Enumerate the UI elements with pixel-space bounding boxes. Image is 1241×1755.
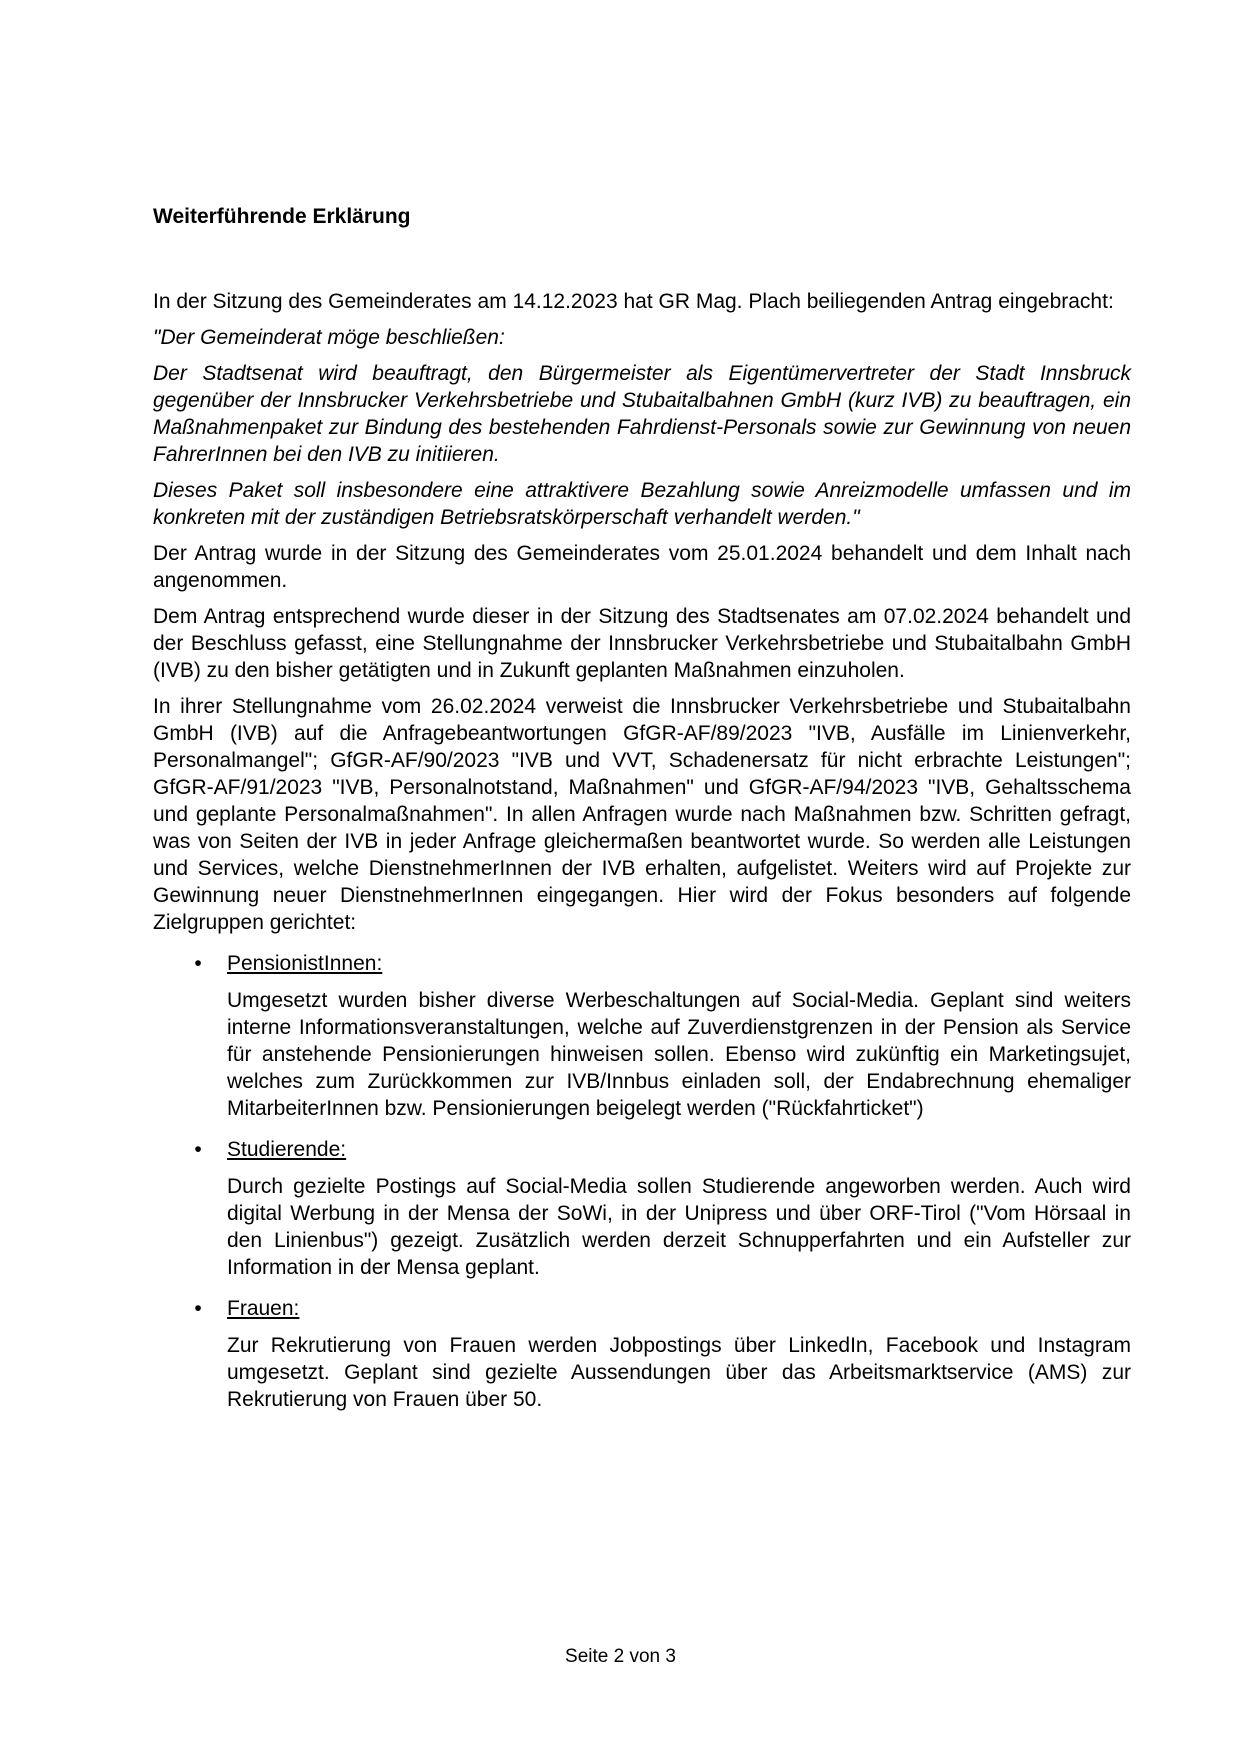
bullet-text: Zur Rekrutierung von Frauen werden Jobpostings über LinkedIn, Facebook und Instagram umgesetzt. Geplant sind gezielte Aussendungen über das Arbeitsmarktservice (AMS) zur Rekrutierung von Frauen über 50.	[227, 1334, 1131, 1411]
list-item-students	[153, 1136, 1131, 1281]
paragraph-senate-decision: Dem Antrag entsprechend wurde dieser in der Sitzung des Stadtsenates am 07.02.2024 behandelt und der Beschluss gefasst, eine Stellungnahme der Innsbrucker Verkehrsbetriebe und Stubaitalbahn GmbH (IVB) zu den bisher getätigten und in Zukunft geplanten Maßnahmen einzuholen.	[153, 605, 1131, 682]
list-item-women	[153, 1295, 1131, 1413]
paragraph-motion-opening: "Der Gemeinderat möge beschließen:	[153, 326, 505, 349]
bullet-label: Frauen:	[227, 1297, 300, 1320]
paragraph-ivb-statement: In ihrer Stellungnahme vom 26.02.2024 verweist die Innsbrucker Verkehrsbetriebe und Stubaitalbahn GmbH (IVB) auf die Anfragebeantwortungen GfGR-AF/89/2023 "IVB, Ausfälle im Linienverkehr, Personalmangel"; GfGR-AF/90/2023 "IVB und VVT, Schadenersatz für nicht erbrachte Leistungen"; GfGR-AF/91/2023 "IVB, Personalnotstand, Maßnahmen" und GfGR-AF/94/2023 "IVB, Gehaltsschema und geplante Personalmaßnahmen". In allen Anfragen wurde nach Maßnahmen bzw. Schritten gefragt, was von Seiten der IVB in jeder Anfrage gleichermaßen beantwortet wurde. So werden alle Leistungen und Services, welche DienstnehmerInnen der IVB erhalten, aufgelistet. Weiters wird auf Projekte zur Gewinnung neuer DienstnehmerInnen eingegangen. Hier wird der Fokus besonders auf folgende Zielgruppen gerichtet:	[153, 695, 1131, 934]
paragraph-motion-mandate: Der Stadtsenat wird beauftragt, den Bürgermeister als Eigentümervertreter der Stadt Innsbruck gegenüber der Innsbrucker Verkehrsbetriebe und Stubaitalbahnen GmbH (kurz IVB) zu beauftragen, ein Maßnahmenpaket zur Bindung des bestehenden Fahrdienst-Personals sowie zur Gewinnung von neuen FahrerInnen bei den IVB zu initiieren.	[153, 362, 1131, 466]
bullet-label: Studierende:	[227, 1138, 347, 1161]
document-heading: Weiterführende Erklärung	[153, 205, 411, 228]
document-body	[153, 203, 1131, 1427]
target-groups-list	[153, 950, 1131, 1413]
bullet-label: PensionistInnen:	[227, 952, 383, 975]
paragraph-session-intro: In der Sitzung des Gemeinderates am 14.12.2023 hat GR Mag. Plach beiliegenden Antrag eingebracht:	[153, 290, 1114, 313]
intro-section	[153, 288, 1131, 936]
paragraph-council-decision: Der Antrag wurde in der Sitzung des Gemeinderates vom 25.01.2024 behandelt und dem Inhalt nach angenommen.	[153, 542, 1131, 592]
list-item-pensioners	[153, 950, 1131, 1122]
paragraph-motion-package: Dieses Paket soll insbesondere eine attraktivere Bezahlung sowie Anreizmodelle umfassen und im konkreten mit der zuständigen Betriebsratskörperschaft verhandelt werden."	[153, 479, 1131, 529]
page-number: Seite 2 von 3	[565, 1646, 676, 1667]
bullet-text: Durch gezielte Postings auf Social-Media sollen Studierende angeworben werden. Auch wird digital Werbung in der Mensa der SoWi, in der Unipress und über ORF-Tirol ("Vom Hörsaal in den Linienbus") gezeigt. Zusätzlich werden derzeit Schnupperfahrten und ein Aufsteller zur Information in der Mensa geplant.	[227, 1175, 1131, 1279]
bullet-marker: •	[194, 1297, 202, 1320]
bullet-marker: •	[194, 1138, 202, 1161]
bullet-marker: •	[194, 952, 202, 975]
bullet-text: Umgesetzt wurden bisher diverse Werbeschaltungen auf Social-Media. Geplant sind weiters interne Informationsveranstaltungen, welche auf Zuverdienstgrenzen in der Pension als Service für anstehende Pensionierungen hinweisen sollen. Ebenso wird zukünftig ein Marketingsujet, welches zum Zurückkommen zur IVB/Innbus einladen soll, der Endabrechnung ehemaliger MitarbeiterInnen bzw. Pensionierungen beigelegt werden ("Rückfahrticket")	[227, 989, 1131, 1120]
